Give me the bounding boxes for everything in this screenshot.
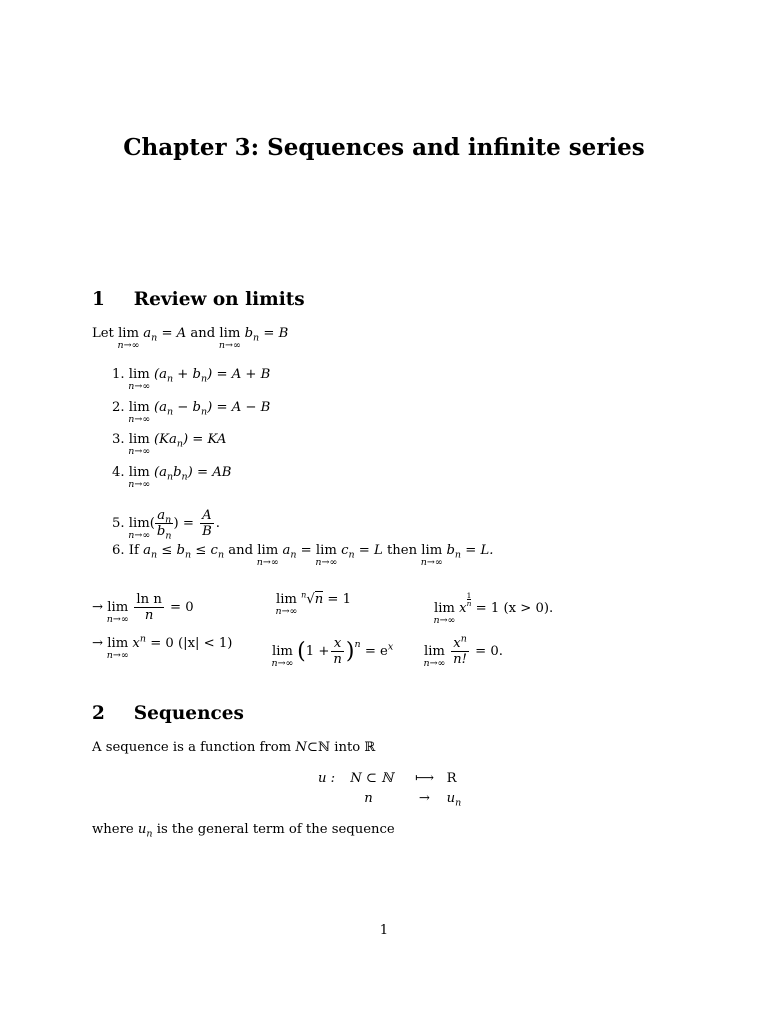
- common-limit-power: lim n→∞ x $\frac{1}{n}$ = 1 (x > 0).: [433, 591, 554, 626]
- section-1-title: Review on limits: [133, 289, 305, 310]
- common-limit-factorial: lim n→∞ $\frac{x^n}{n!}$ = 0.: [423, 633, 503, 669]
- intro-let: Let: [92, 326, 114, 341]
- common-limit-ln: → lim n→∞ $\frac{\text{ln n}}{n}$ = 0: [92, 592, 194, 625]
- rule-6: 6. If $a_n \le b_n \le c_n$ and lim n→∞ $a_n = \lim$ n→∞ $c_n = L$ then lim n→∞ $b_n = L$.: [112, 543, 494, 568]
- section-2-title: Sequences: [133, 703, 244, 724]
- section-1-number: 1: [92, 289, 105, 310]
- intro-line: Let lim n→∞ $a_n = A$ and lim n→∞ $b_n = B$: [92, 326, 289, 351]
- intro-and: and: [190, 326, 216, 341]
- chapter-title: Chapter 3: Sequences and infinite series: [123, 134, 645, 161]
- section-1-heading: [92, 288, 305, 312]
- general-term-line: where $u_n$ is the general term of the sequence: [92, 822, 395, 840]
- rule-4: 4. lim n→∞ $(a_nb_n)$ = AB: [112, 465, 232, 490]
- rule-1: 1. lim n→∞ $(a_n + b_n) = A + B$: [112, 367, 271, 392]
- rule-5: 5. lim n→∞ ( $\frac{a_n}{b_n}$ ) = $\frac{A}{B}$ .: [112, 508, 220, 542]
- common-limit-root: lim n→∞ $^n$√n = 1: [275, 590, 352, 617]
- section-2-number: 2: [92, 703, 105, 724]
- mapping-row-1: u : N ⊂ ℕ ⟼ R: [318, 771, 457, 786]
- rule-3: 3. lim n→∞ $(Ka_n)$ = KA: [112, 432, 227, 457]
- section-2-heading: [92, 702, 244, 726]
- common-limit-exponential: lim n→∞ (1 + $\frac{x}{n}$ )$^n = e^x$: [271, 636, 394, 669]
- mapping-row-2: $n \to u_n$: [364, 791, 462, 809]
- rule-2: 2. lim n→∞ $(a_n - b_n) = A - B$: [112, 400, 271, 425]
- sequence-definition: A sequence is a function from N⊂ℕ into ℝ: [92, 740, 376, 755]
- page-number: 1: [379, 923, 389, 938]
- common-limit-geometric: → lim n→∞ $x^n = 0$ (|x| < 1): [92, 633, 233, 661]
